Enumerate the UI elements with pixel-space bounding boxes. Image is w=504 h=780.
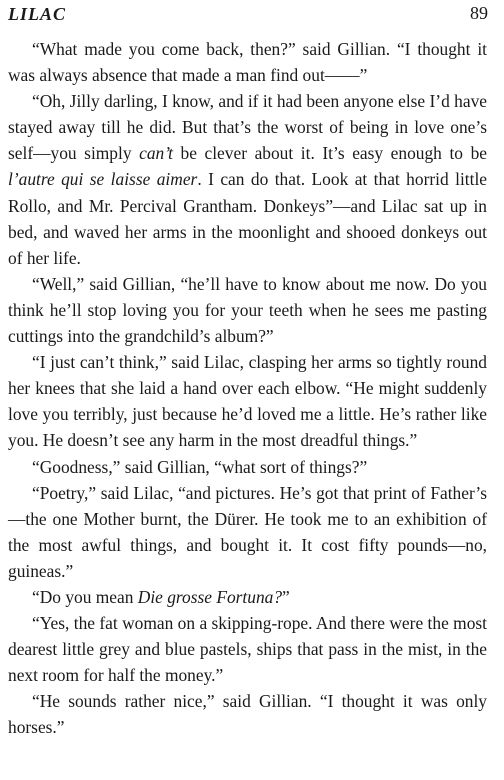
italic-text: Die grosse Fortuna? — [137, 586, 283, 607]
page-body — [8, 36, 487, 741]
page-number: 89 — [470, 3, 488, 23]
paragraph: “Well,” said Gillian, “he’ll have to know about me now. Do you think he’ll stop loving you for your teeth when he sees me pasting cuttings into the grandchild’s album?” — [8, 273, 487, 347]
italic-text: can’t — [139, 143, 173, 164]
italic-text: l’autre qui se laisse aimer — [8, 169, 198, 190]
text-run: . I can do that. Look at that horrid little Rollo, and Mr. Percival Grantham. Donkeys”—and Lilac sat up in bed, and waved her arms in the moonlight and shooed donkeys out of her life. — [8, 169, 487, 268]
paragraph: “He sounds rather nice,” said Gillian. “I thought it was only horses.” — [8, 691, 487, 738]
text-run: “Oh, Jilly darling, I know, and if it had been anyone else I’d have stayed away till he did. But that’s the worst of being in love one’s self—you simply — [8, 91, 487, 164]
paragraph — [8, 88, 487, 271]
paragraph: “Goodness,” said Gillian, “what sort of things?” — [32, 456, 368, 477]
paragraph: “What made you come back, then?” said Gillian. “I thought it was always absence that made a man find out——” — [8, 39, 487, 86]
paragraph: “I just can’t think,” said Lilac, clasping her arms so tightly round her knees that she laid a hand over each elbow. “He might suddenly love you terribly, just because he’d loved me a little. He’s rather like you. He doesn’t see any harm in the most dreadful things.” — [8, 352, 487, 451]
paragraph: “Yes, the fat woman on a skipping-rope. And there were the most dearest little grey and blue pastels, ships that pass in the mist, in the next room for half the money.” — [8, 613, 487, 686]
paragraph: “Poetry,” said Lilac, “and pictures. He’s got that print of Father’s—the one Mother burnt, the Dürer. He took me to an exhibition of the most awful things, and bought it. It cost fifty pounds—no, guineas.” — [8, 482, 487, 581]
text-run: ” — [282, 586, 290, 607]
running-title: LILAC — [8, 4, 67, 24]
paragraph — [8, 584, 487, 610]
text-run: “Do you mean — [32, 586, 138, 607]
text-run: be clever about it. It’s easy enough to be — [172, 143, 487, 164]
